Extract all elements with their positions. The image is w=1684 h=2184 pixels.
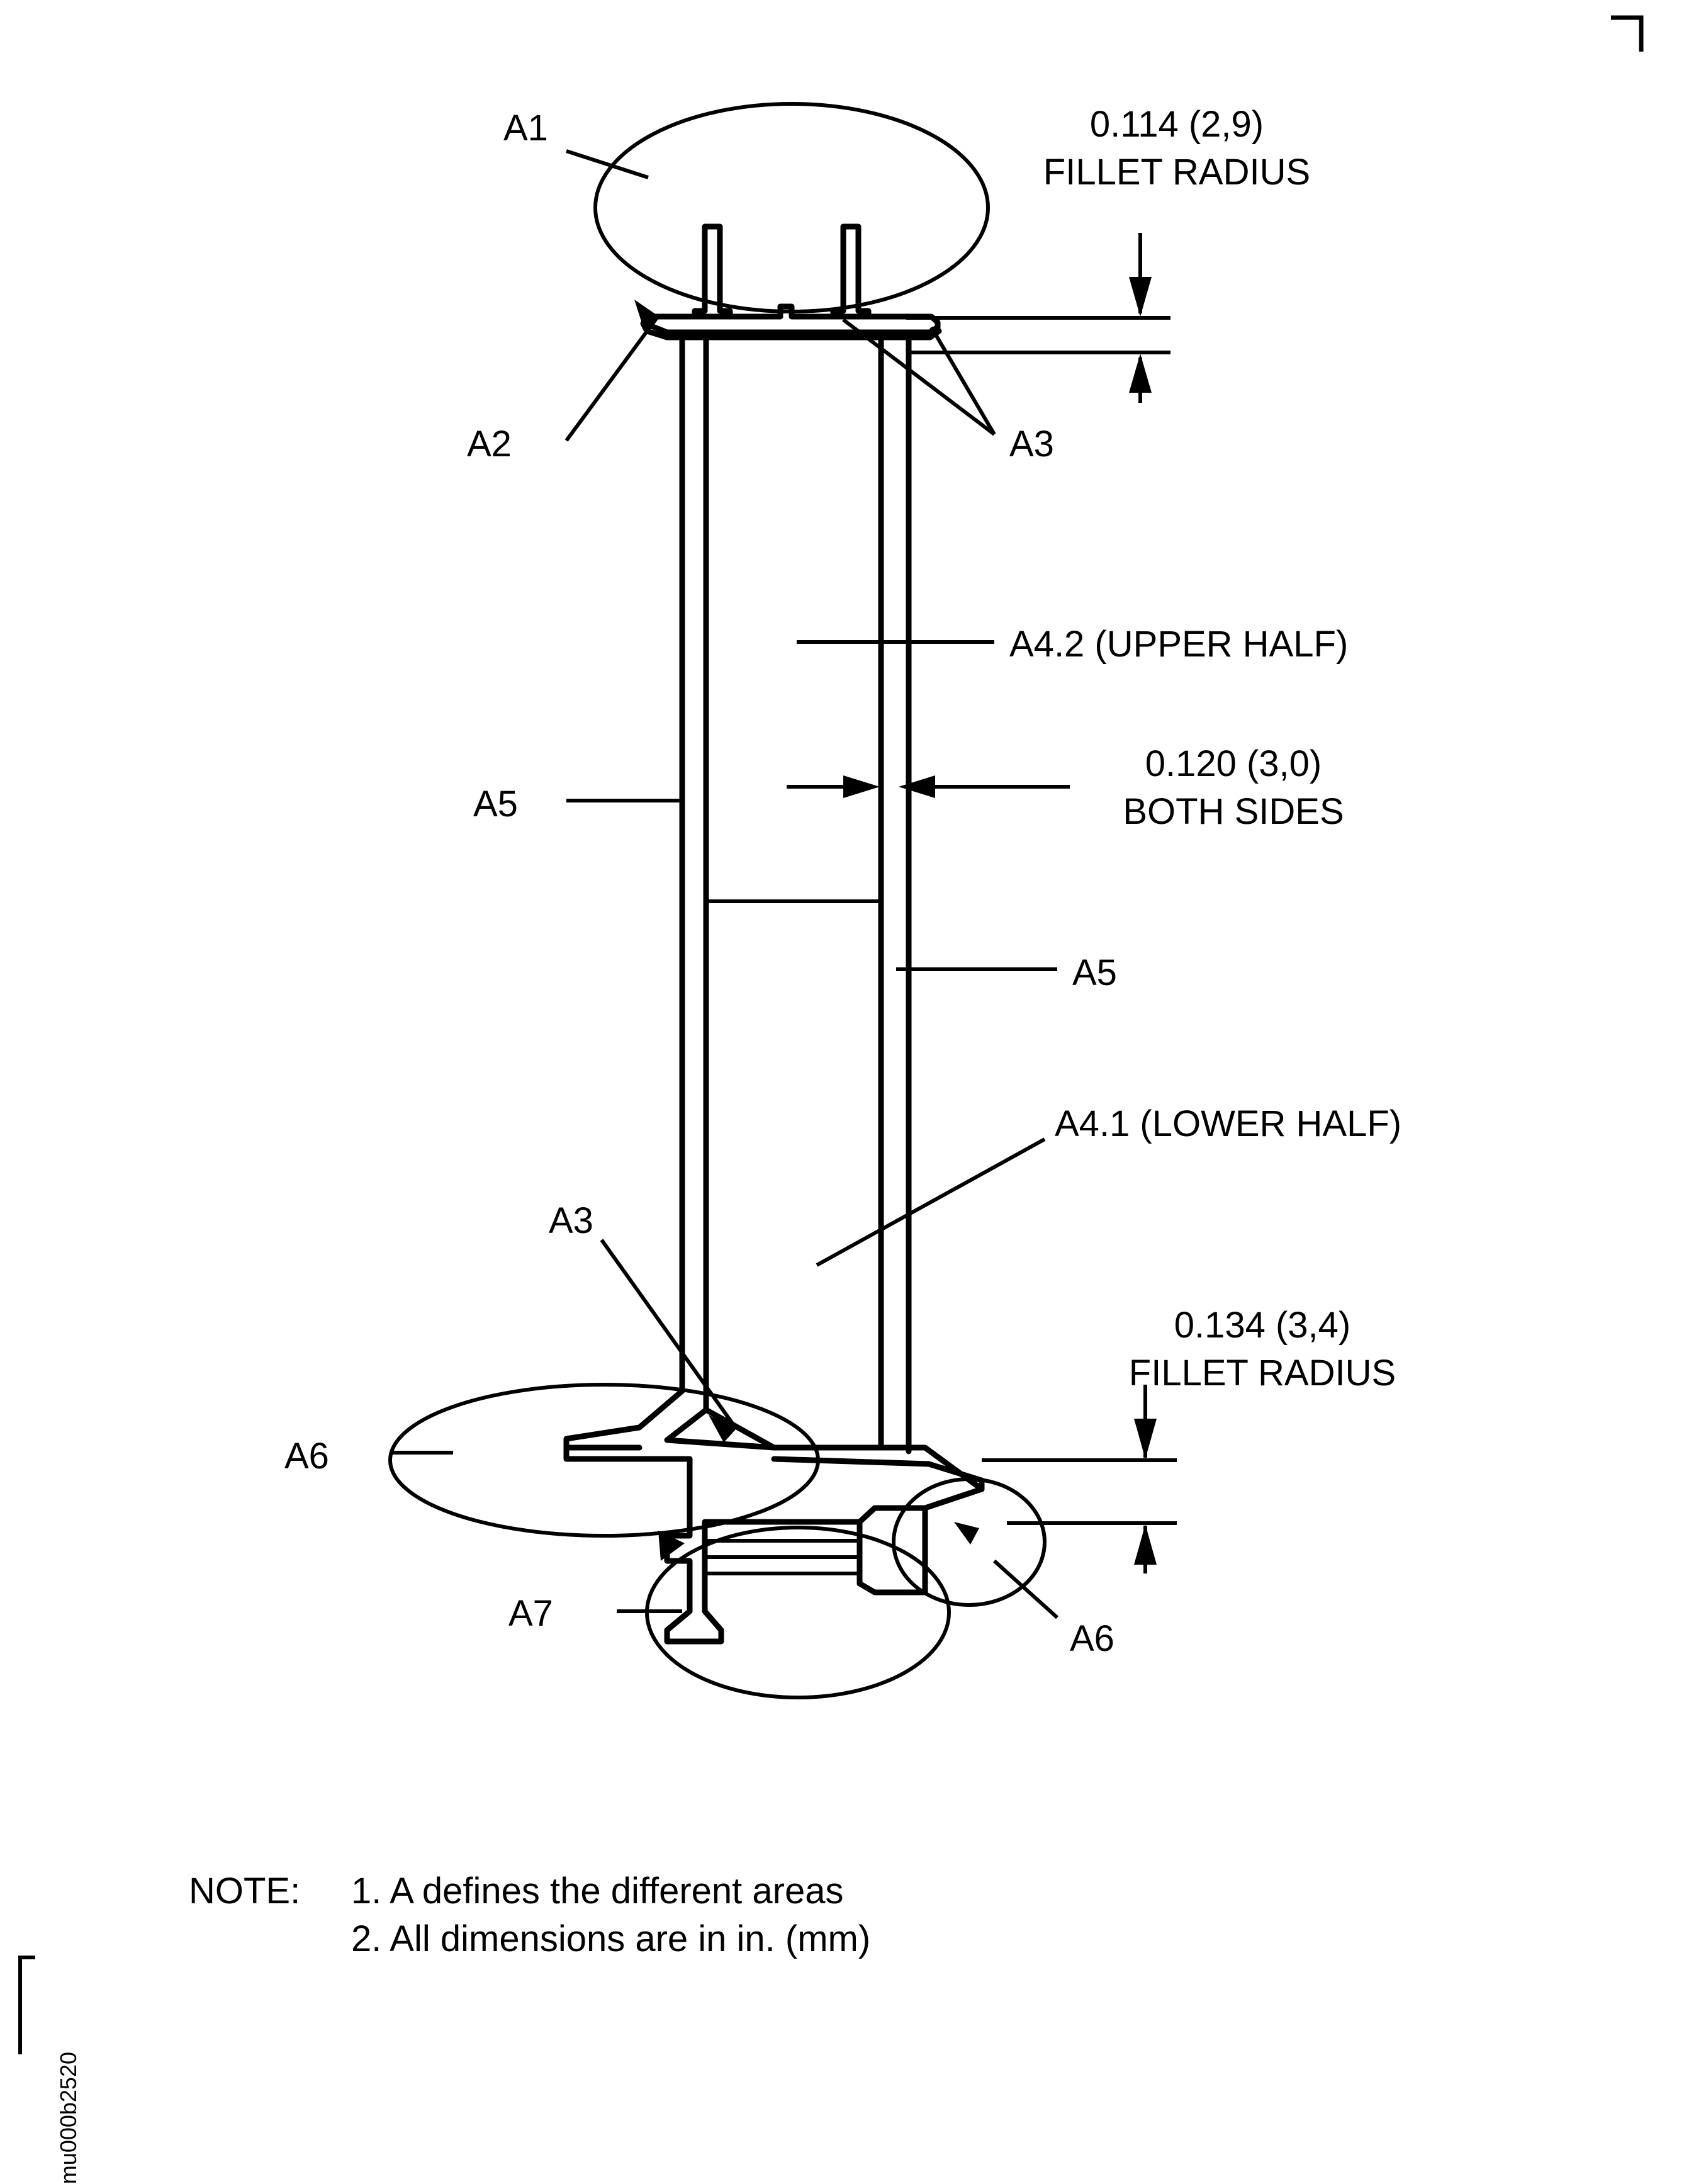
- label-a42: A4.2 (UPPER HALF): [1009, 624, 1349, 665]
- label-a7: A7: [508, 1593, 553, 1634]
- side-code-bracket: [20, 1957, 35, 2054]
- dim-fillet-top-value: 0.114 (2,9): [1089, 104, 1264, 145]
- note-heading: NOTE:: [189, 1871, 301, 1911]
- dim-fillet-top-text: FILLET RADIUS: [1043, 152, 1311, 193]
- leader-arrowheads: [634, 300, 979, 1561]
- dim-thickness-arrows: [843, 775, 935, 798]
- dim-thickness-text: BOTH SIDES: [1123, 791, 1344, 832]
- label-a5-left: A5: [473, 784, 518, 825]
- note-item-2: 2. All dimensions are in in. (mm): [351, 1918, 871, 1959]
- side-code-text: mu000b2520: [55, 2052, 81, 2184]
- dim-fillet-top: [906, 233, 1170, 403]
- label-a1: A1: [503, 108, 548, 149]
- label-a41: A4.1 (LOWER HALF): [1055, 1103, 1402, 1144]
- note-item-1: 1. A defines the different areas: [351, 1871, 844, 1911]
- label-a3-top: A3: [1009, 424, 1054, 464]
- dim-fillet-top-arrows: [1129, 277, 1152, 393]
- airfoil-span: [682, 334, 909, 1448]
- crop-mark-icon: [1611, 18, 1641, 52]
- dim-fillet-bottom-value: 0.134 (3,4): [1174, 1305, 1351, 1346]
- label-a6-right: A6: [1070, 1618, 1114, 1659]
- label-a2: A2: [467, 424, 512, 464]
- dim-fillet-bottom-arrows: [1134, 1419, 1157, 1565]
- label-a6-left: A6: [284, 1436, 329, 1477]
- label-a3-bottom: A3: [549, 1200, 593, 1241]
- root-detail: [390, 1385, 1045, 1697]
- dim-thickness-value: 0.120 (3,0): [1145, 743, 1322, 784]
- label-a5-right: A5: [1072, 952, 1117, 993]
- dim-fillet-bottom-text: FILLET RADIUS: [1128, 1353, 1396, 1393]
- shroud-detail: [643, 227, 939, 337]
- balloon-a1: [595, 104, 988, 312]
- side-code: [34, 1844, 81, 2184]
